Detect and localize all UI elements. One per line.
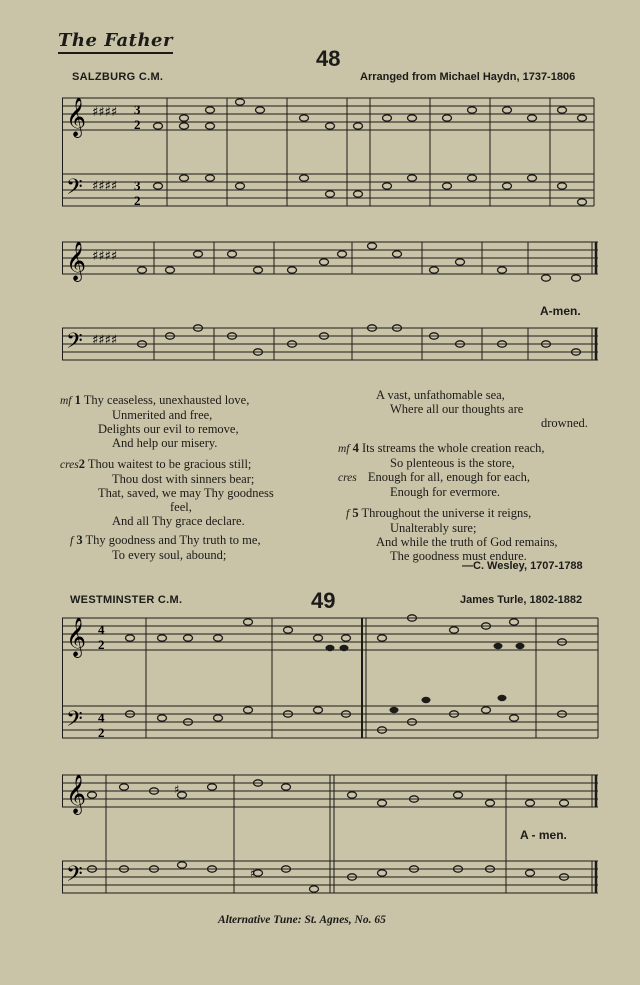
svg-text:♯♯♯♯: ♯♯♯♯ (92, 179, 118, 194)
verse-number: 5 (352, 506, 359, 520)
svg-text:𝄞: 𝄞 (66, 97, 87, 137)
verse-line: A vast, unfathomable sea, (376, 388, 505, 402)
svg-text:𝄞: 𝄞 (66, 617, 87, 657)
svg-text:2: 2 (134, 193, 141, 208)
svg-text:♯♯♯♯: ♯♯♯♯ (92, 333, 118, 348)
svg-text:𝄞: 𝄞 (66, 241, 87, 281)
verse-number: 3 (76, 533, 83, 547)
verse-line: And help our misery. (112, 436, 218, 450)
verse-line: Its streams the whole creation reach, (362, 441, 545, 455)
verse-number: 1 (74, 393, 81, 407)
verse-line: That, saved, we may Thy goodness (98, 486, 274, 500)
svg-text:𝄢: 𝄢 (66, 175, 83, 205)
tune-name-49: WESTMINSTER C.M. (70, 594, 183, 606)
music-system-48-1 (62, 88, 600, 228)
dynamic-mark: cres (60, 459, 79, 471)
amen-label-49: A - men. (520, 828, 567, 842)
svg-text:𝄢: 𝄢 (66, 862, 83, 892)
verse-line: And while the truth of God remains, (376, 535, 558, 549)
music-system-48-2 (62, 232, 600, 372)
verse-3-continued (376, 388, 606, 430)
svg-text:3: 3 (134, 102, 141, 117)
dynamic-mark: mf (338, 443, 350, 455)
verse-line: Thy ceaseless, unexhausted love, (83, 393, 250, 407)
svg-text:♯♯♯♯: ♯♯♯♯ (92, 105, 118, 120)
verse-5 (338, 506, 608, 563)
svg-text:2: 2 (98, 637, 105, 652)
music-system-49-1 (62, 608, 600, 758)
hymn-number-48: 48 (316, 46, 341, 71)
verse-4 (338, 441, 608, 499)
verse-line: drowned. (541, 416, 588, 430)
arranger-credit-48: Arranged from Michael Haydn, 1737-1806 (360, 71, 576, 83)
svg-text:♯: ♯ (250, 867, 256, 880)
dynamic-mark: cres (338, 472, 357, 484)
verse-1 (60, 393, 330, 450)
verse-line: Throughout the universe it reigns, (361, 506, 532, 520)
verse-line: To every soul, abound; (112, 548, 227, 562)
svg-text:𝄞: 𝄞 (66, 774, 87, 814)
tune-name-48: SALZBURG C.M. (72, 71, 164, 83)
dynamic-mark: mf (60, 395, 72, 407)
verse-line: Enough for all, enough for each, (367, 470, 530, 484)
svg-text:♯: ♯ (174, 783, 180, 796)
svg-text:♯♯♯♯: ♯♯♯♯ (92, 249, 118, 264)
section-title: The Father (58, 30, 173, 54)
dynamic-mark: f (70, 535, 74, 547)
verse-3 (60, 533, 330, 562)
verse-number: 4 (352, 441, 359, 455)
verse-line: Enough for evermore. (390, 485, 501, 499)
dynamic-mark: f (346, 508, 350, 520)
amen-label-48: A-men. (540, 304, 581, 318)
svg-text:𝄢: 𝄢 (66, 707, 83, 737)
verse-line: Thy goodness and Thy truth to me, (85, 533, 261, 547)
composer-credit-49: James Turle, 1802-1882 (460, 594, 583, 606)
verse-line: Where all our thoughts are (390, 402, 524, 416)
svg-text:4: 4 (98, 710, 105, 725)
svg-text:𝄢: 𝄢 (66, 329, 83, 359)
svg-text:2: 2 (134, 117, 141, 132)
verse-number: 2 (78, 457, 85, 471)
verse-line: feel, (170, 500, 192, 514)
alternative-tune-note: Alternative Tune: St. Agnes, No. 65 (218, 914, 386, 926)
verse-line: Thou dost with sinners bear; (112, 472, 255, 486)
verse-line: Unalterably sure; (390, 521, 477, 535)
verse-line: Unmerited and free, (112, 408, 213, 422)
verse-line: Delights our evil to remove, (98, 422, 239, 436)
verse-line: And all Thy grace declare. (112, 514, 245, 528)
author-credit-48: —C. Wesley, 1707-1788 (462, 560, 583, 572)
verse-line: So plenteous is the store, (390, 456, 515, 470)
verse-line: Thou waitest to be gracious still; (87, 457, 252, 471)
svg-text:2: 2 (98, 725, 105, 740)
verse-2 (60, 457, 330, 528)
verse-line: The goodness must endure. (390, 549, 527, 563)
svg-text:3: 3 (134, 178, 141, 193)
hymn-number-49: 49 (311, 588, 336, 613)
svg-text:4: 4 (98, 622, 105, 637)
